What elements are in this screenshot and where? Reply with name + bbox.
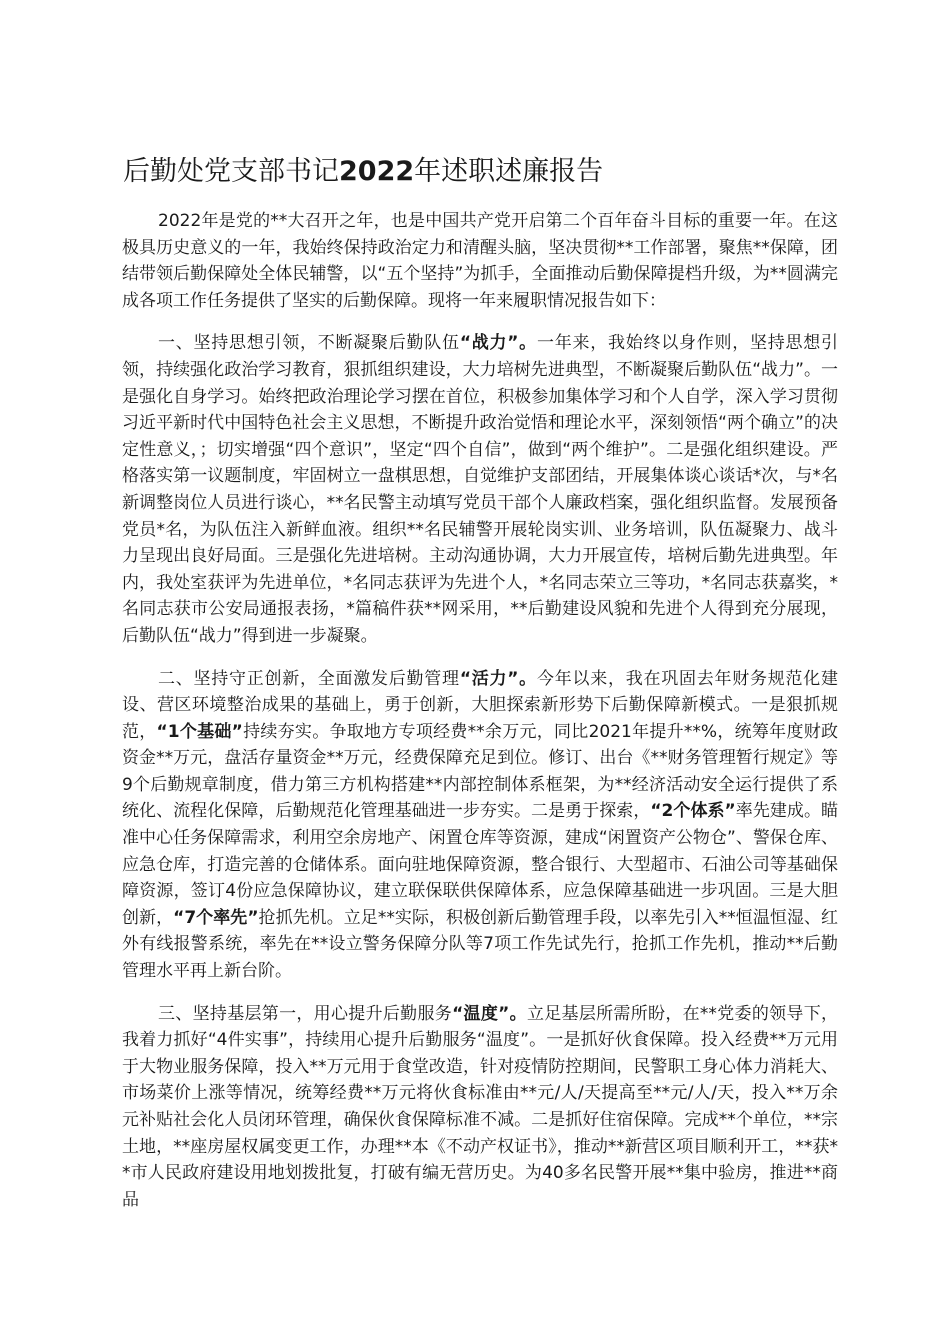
- title-prefix: 后勤处党支部书记: [123, 156, 339, 187]
- section-heading: 二、坚持守正创新，全面激发后勤管理: [158, 668, 460, 689]
- paragraph-text-segment: 持续夯实。争取地方专项经费**余万元，同比2021年提升**%，统筹年度财政资金**万元，盘活存量资金**万元，经费保障充足到位。修订、出台《**财务管理暂行规定》等9个后勤规章制度，借力第三方机构搭建**内部控制体系框架，为**经济活动安全运行提供了系统化、流程化保障，后勤规范化管理基础进一步夯实。二是勇于探索，: [122, 721, 838, 822]
- section-heading: 三、坚持基层第一，用心提升后勤服务: [158, 1003, 453, 1024]
- paragraph-section-1: [122, 330, 838, 649]
- title-year: 2022: [339, 156, 415, 187]
- paragraph-text-segment: 抢抓先机。立足**实际，积极创新后勤管理手段，以率先引入**恒温恒湿、红外有线报警系统，率先在**设立警务保障分队等7项工作先试先行，抢抓工作先机，推动**后勤管理水平再上新台阶。: [122, 907, 839, 982]
- section-heading-end: 。: [518, 333, 537, 354]
- section-heading: 一、坚持思想引领，不断凝聚后勤队伍: [158, 333, 460, 354]
- page-title: [123, 150, 843, 194]
- paragraph-section-2: [122, 666, 838, 985]
- paragraph-text: 立足基层所需所盼，在**党委的领导下，我着力抓好“4件实事”，持续用心提升后勤服务“温度”。一是抓好伙食保障。投入经费**万元用于大物业服务保障，投入**万元用于食堂改造，针对疫情防控期间，民警职工身心体力消耗大、市场菜价上涨等情况，统筹经费**万元将伙食标准由**元/人/天提高至**元/人/天，投入**万余元补贴社会化人员闭环管理，确保伙食保障标准不减。二是抓好住宿保障。完成**个单位，**宗土地，**座房屋权属变更工作，办理**本《不动产权证书》，推动**新营区项目顺利开工，**获**市人民政府建设用地划拨批复，打破有编无营历史。为40多名民警开展**集中验房，推进**商品: [122, 1003, 839, 1210]
- report-body: [122, 208, 838, 1229]
- paragraph-text-segment: 率先建成。瞄准中心任务保障需求，利用空余房地产、闲置仓库等资源，建成“闲置资产公物仓”、警保仓库、应急仓库，打造完善的仓储体系。面向驻地保障资源，整合银行、大型超市、石油公司等基础保障资源，签订4份应急保障协议，建立联保联供保障体系，应急保障基础进一步巩固。三是大胆创新，: [122, 801, 838, 928]
- section-keyword: “活力”: [459, 668, 519, 689]
- title-suffix: 年述职述廉报告: [414, 156, 604, 187]
- paragraph-text: 2022年是党的**大召开之年，也是中国共产党开启第二个百年奋斗目标的重要一年。在这极具历史意义的一年，我始终保持政治定力和清醒头脑，坚决贯彻**工作部署，聚焦**保障，团结带领后勤保障处全体民辅警，以“五个坚持”为抓手，全面推动后勤保障提档升级，为**圆满完成各项工作任务提供了坚实的后勤保障。现将一年来履职情况报告如下：: [122, 211, 838, 311]
- section-heading-end: 。: [518, 668, 537, 689]
- paragraph-keyword-segment: “2个体系”: [650, 801, 736, 822]
- paragraph-text: 一年来，我始终以身作则，坚持思想引领，持续强化政治学习教育，狠抓组织建设，大力培树先进典型，不断凝聚后勤队伍“战力”。一是强化自身学习。始终把政治理论学习摆在首位，积极参加集体学习和个人自学，深入学习贯彻习近平新时代中国特色社会主义思想，不断提升政治觉悟和理论水平，深刻领悟“两个确立”的决定性意义，；切实增强“四个意识”，坚定“四个自信”，做到“两个维护”。二是强化组织建设。严格落实第一议题制度，牢固树立一盘棋思想，自觉维护支部团结，开展集体谈心谈话*次，与*名新调整岗位人员进行谈心，**名民警主动填写党员干部个人廉政档案，强化组织监督。发展预备党员*名，为队伍注入新鲜血液。组织**名民辅警开展轮岗实训、业务培训，队伍凝聚力、战斗力呈现出良好局面。三是强化先进培树。主动沟通协调，大力开展宣传，培树后勤先进典型。年内，我处室获评为先进单位，*名同志获评为先进个人，*名同志荣立三等功，*名同志获嘉奖，*名同志获市公安局通报表扬，*篇稿件获**网采用，**后勤建设风貌和先进个人得到充分展现，后勤队伍“战力”得到进一步凝聚。: [122, 333, 838, 646]
- paragraph-keyword-segment: “7个率先”: [173, 907, 259, 928]
- section-heading-end: 。: [509, 1003, 527, 1024]
- paragraph-text-segment: 今年以来，我在巩固去年财务规范化建设、营区环境整治成果的基础上，勇于创新，大胆探索新形势下后勤保障新模式。一是狠抓规范，: [122, 668, 838, 742]
- paragraph-section-3: [122, 1001, 838, 1214]
- paragraph-keyword-segment: “1个基础”: [156, 721, 243, 742]
- paragraph-intro: [122, 208, 838, 314]
- section-keyword: “战力”: [459, 333, 519, 354]
- section-keyword: “温度”: [452, 1003, 510, 1024]
